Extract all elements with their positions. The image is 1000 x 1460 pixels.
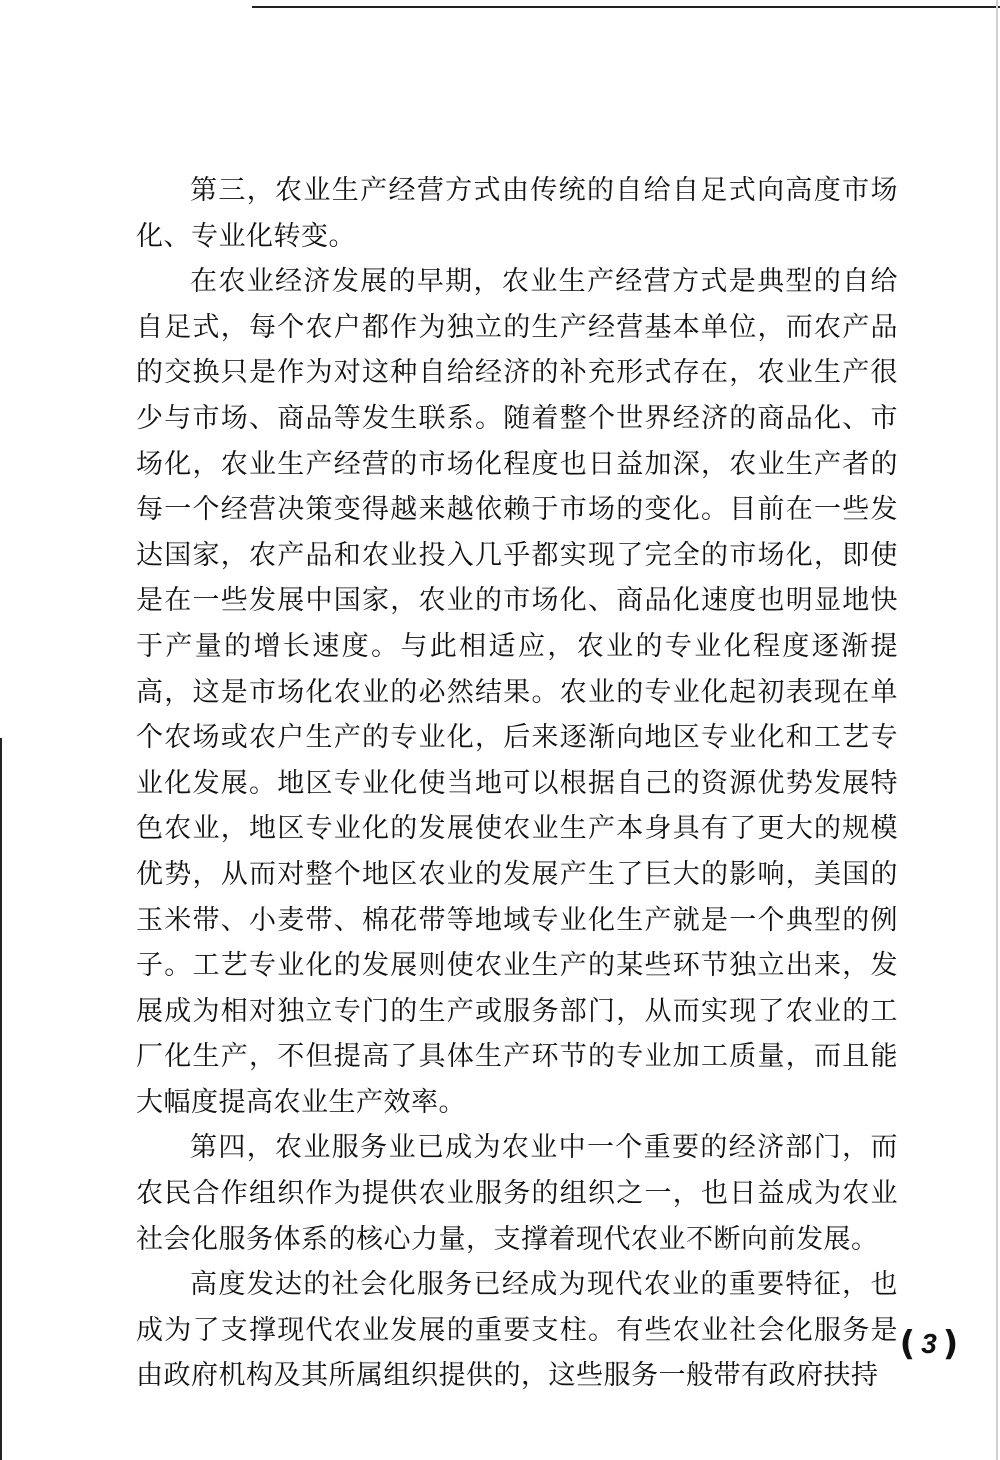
page-edge-right (996, 0, 998, 1460)
paragraph-1: 第三，农业生产经营方式由传统的自给自足式向高度市场化、专业化转变。 (136, 175, 898, 252)
page-number-badge (884, 1322, 974, 1366)
body-text (136, 168, 898, 1399)
page-number-open-paren: ( (899, 1324, 916, 1364)
paragraph-4: 高度发达的社会化服务已经成为现代农业的重要特征，也成为了支撑现代农业发展的重要支柱。有些农业社会化服务是由政府机构及其所属组织提供的，这些服务一般带有政府扶持 (136, 1269, 898, 1392)
paragraph-2: 在农业经济发展的早期，农业生产经营方式是典型的自给自足式，每个农户都作为独立的生产经营基本单位，而农产品的交换只是作为对这种自给经济的补充形式存在，农业生产很少与市场、商品等发生联系。随着整个世界经济的商品化、市场化，农业生产经营的市场化程度也日益加深，农业生产者的每一个经营决策变得越来越依赖于市场的变化。目前在一些发达国家，农产品和农业投入几乎都实现了完全的市场化，即使是在一些发展中国家，农业的市场化、商品化速度也明显地快于产量的增长速度。与此相适应，农业的专业化程度逐渐提高，这是市场化农业的必然结果。农业的专业化起初表现在单个农场或农户生产的专业化，后来逐渐向地区专业化和工艺专业化发展。地区专业化使当地可以根据自己的资源优势发展特色农业，地区专业化的发展使农业生产本身具有了更大的规模优势，从而对整个地区农业的发展产生了巨大的影响，美国的玉米带、小麦带、棉花带等地域专业化生产就是一个典型的例子。工艺专业化的发展则使农业生产的某些环节独立出来，发展成为相对独立专门的生产或服务部门，从而实现了农业的工厂化生产，不但提高了具体生产环节的专业加工质量，而且能大幅度提高农业生产效率。 (136, 266, 898, 1118)
page-number-close-paren: ) (942, 1324, 959, 1364)
page-number: 3 (921, 1328, 937, 1359)
top-rule (252, 6, 1000, 8)
page-edge-left (0, 738, 2, 1460)
paragraph-3: 第四，农业服务业已成为农业中一个重要的经济部门，而农民合作组织作为提供农业服务的组织之一，也日益成为农业社会化服务体系的核心力量，支撑着现代农业不断向前发展。 (136, 1132, 898, 1255)
